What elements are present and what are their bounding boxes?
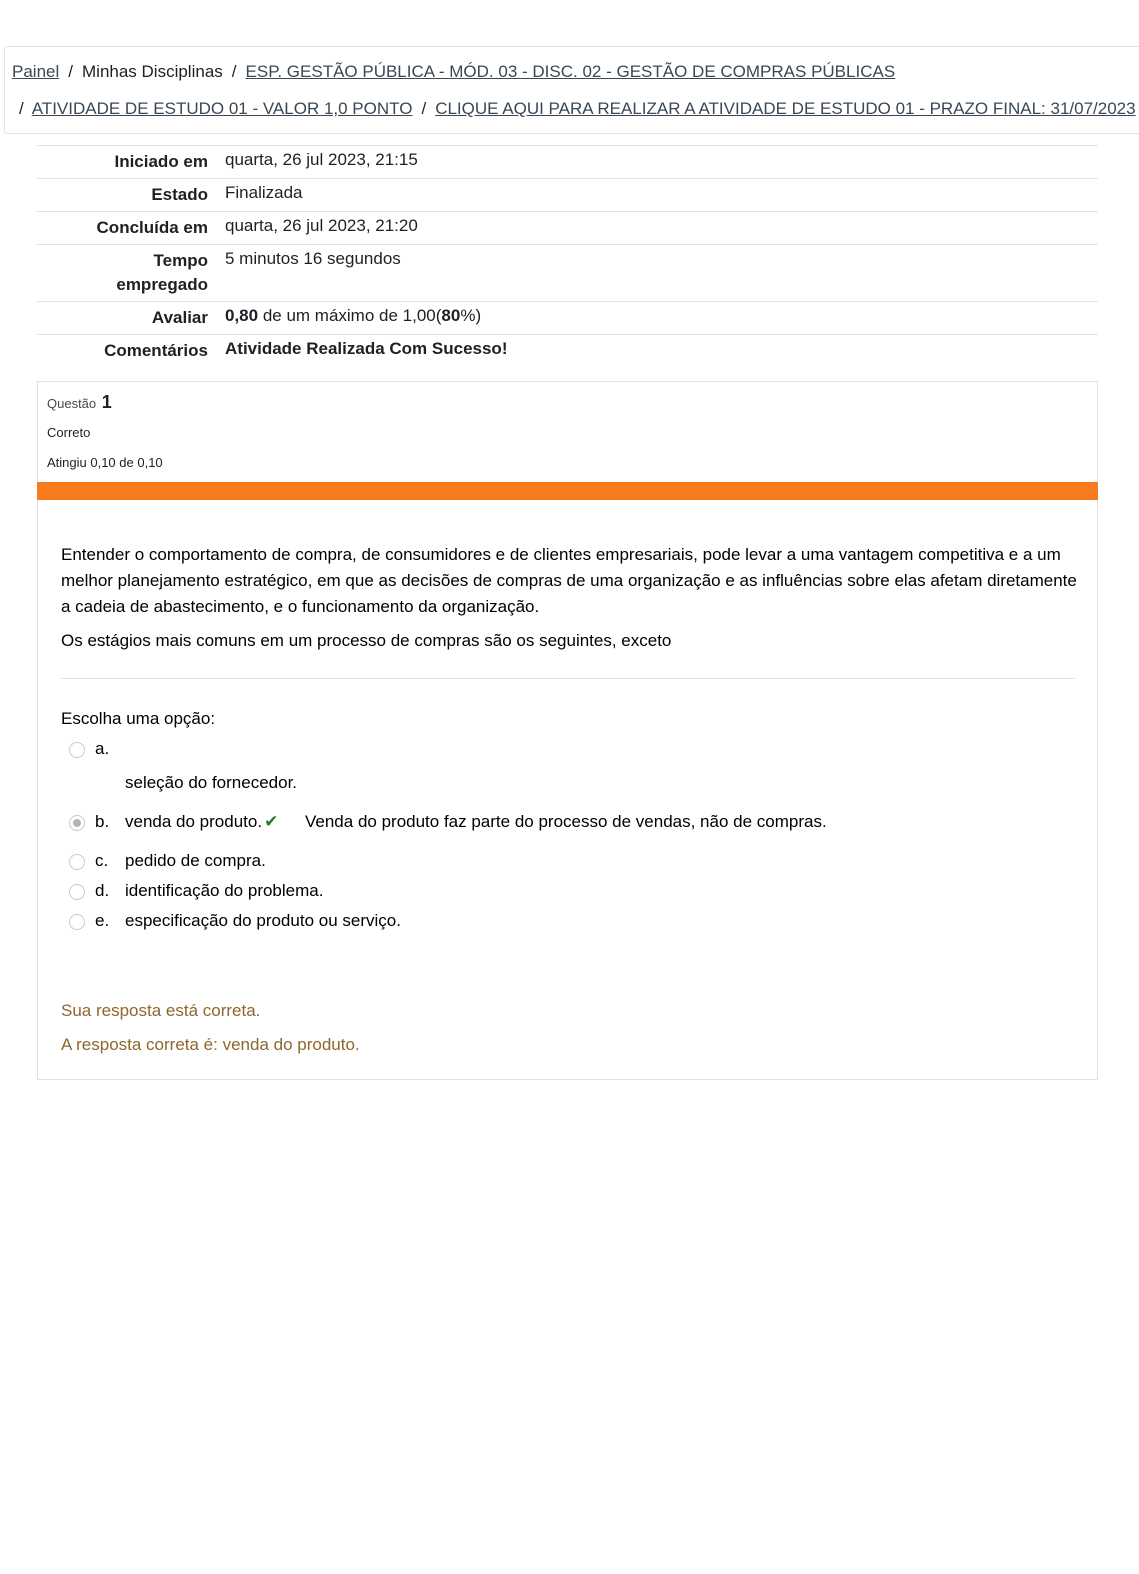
grade-end: %) (460, 306, 482, 325)
question-paragraph: Os estágios mais comuns em um processo de compras são os seguintes, exceto (61, 631, 672, 650)
question-label: Questão (47, 396, 97, 411)
grade-percent: 80 (441, 306, 461, 325)
summary-value: Atividade Realizada Com Sucesso! (225, 339, 508, 358)
option-text: especificação do produto ou serviço. (125, 911, 401, 930)
summary-row-estado (37, 178, 1098, 211)
radio-button[interactable] (69, 742, 85, 758)
question-text (61, 542, 1081, 662)
correct-answer-message: A resposta correta é: venda do produto. (61, 1035, 360, 1054)
summary-label: Avaliar (151, 308, 208, 327)
outcome-message: Sua resposta está correta. (61, 1001, 261, 1020)
breadcrumb-disciplina-link[interactable]: ESP. GESTÃO PÚBLICA - MÓD. 03 - DISC. 02 - GESTÃO DE COMPRAS PÚBLICAS (245, 62, 896, 81)
option-letter: e. (95, 911, 110, 930)
radio-button-selected[interactable] (69, 815, 85, 831)
summary-value: 5 minutos 16 segundos (225, 249, 401, 268)
question-card (37, 381, 1098, 1080)
option-text-wrap (125, 812, 278, 832)
question-state: Correto (47, 425, 91, 440)
option-letter: c. (95, 851, 109, 870)
option-letter: d. (95, 881, 110, 900)
summary-row-tempo (37, 244, 1098, 301)
option-text: pedido de compra. (125, 851, 266, 870)
answer-prompt: Escolha uma opção: (61, 709, 216, 728)
breadcrumb-separator: / (231, 62, 237, 81)
option-text: identificação do problema. (125, 881, 324, 900)
option-text: venda do produto. (125, 812, 263, 831)
radio-button[interactable] (69, 914, 85, 930)
breadcrumb-line-1 (12, 62, 895, 82)
summary-row-avaliar (37, 301, 1098, 334)
question-number-value: 1 (101, 392, 112, 412)
summary-label-line: Tempo (153, 251, 208, 270)
breadcrumb-separator: / (421, 99, 427, 118)
summary-label (37, 245, 208, 301)
radio-button[interactable] (69, 884, 85, 900)
summary-row-concluida (37, 211, 1098, 244)
summary-value: quarta, 26 jul 2023, 21:20 (225, 216, 418, 235)
summary-label: Estado (151, 185, 208, 204)
breadcrumb (4, 46, 1139, 134)
breadcrumb-painel-link[interactable]: Painel (12, 62, 60, 81)
grade-score: 0,80 (225, 306, 259, 325)
summary-value (208, 302, 481, 334)
summary-label: Comentários (104, 341, 208, 360)
summary-label: Concluída em (96, 218, 208, 237)
radio-button[interactable] (69, 854, 85, 870)
question-grade: Atingiu 0,10 de 0,10 (47, 455, 163, 470)
option-feedback: Venda do produto faz parte do processo de vendas, não de compras. (305, 812, 827, 831)
question-accent-bar (37, 482, 1098, 500)
breadcrumb-separator: / (68, 62, 73, 81)
question-paragraph: Entender o comportamento de compra, de consumidores e de clientes empresariais, pode levar a uma vantagem competitiva e a um melhor planejamento estratégico, em que as decisões de compras de uma organização e as influências sobre elas afetam diretamente a cadeia de abastecimento, e o funcionamento da organização. (61, 545, 1077, 616)
summary-value: quarta, 26 jul 2023, 21:15 (225, 150, 418, 169)
question-number (47, 392, 112, 413)
breadcrumb-minhas-disciplinas: Minhas Disciplinas (82, 62, 223, 81)
summary-label: Iniciado em (114, 152, 208, 171)
breadcrumb-clique-link[interactable]: CLIQUE AQUI PARA REALIZAR A ATIVIDADE DE ESTUDO 01 - PRAZO FINAL: 31/07/2023 (435, 99, 1136, 118)
summary-label-line: empregado (116, 275, 208, 294)
question-info (38, 382, 1097, 482)
option-letter: b. (95, 812, 110, 831)
option-letter: a. (95, 739, 110, 758)
summary-value: Finalizada (225, 183, 303, 202)
summary-row-comentarios (37, 334, 1098, 367)
breadcrumb-separator: / (19, 99, 24, 118)
check-icon: ✔ (264, 812, 279, 831)
divider (61, 678, 1075, 679)
attempt-summary (37, 145, 1098, 367)
breadcrumb-line-2 (19, 99, 1136, 119)
summary-row-iniciado (37, 145, 1098, 178)
breadcrumb-atividade-link[interactable]: ATIVIDADE DE ESTUDO 01 - VALOR 1,0 PONTO (31, 99, 413, 118)
grade-mid: de um máximo de 1,00( (258, 306, 442, 325)
option-text: seleção do fornecedor. (125, 773, 298, 792)
